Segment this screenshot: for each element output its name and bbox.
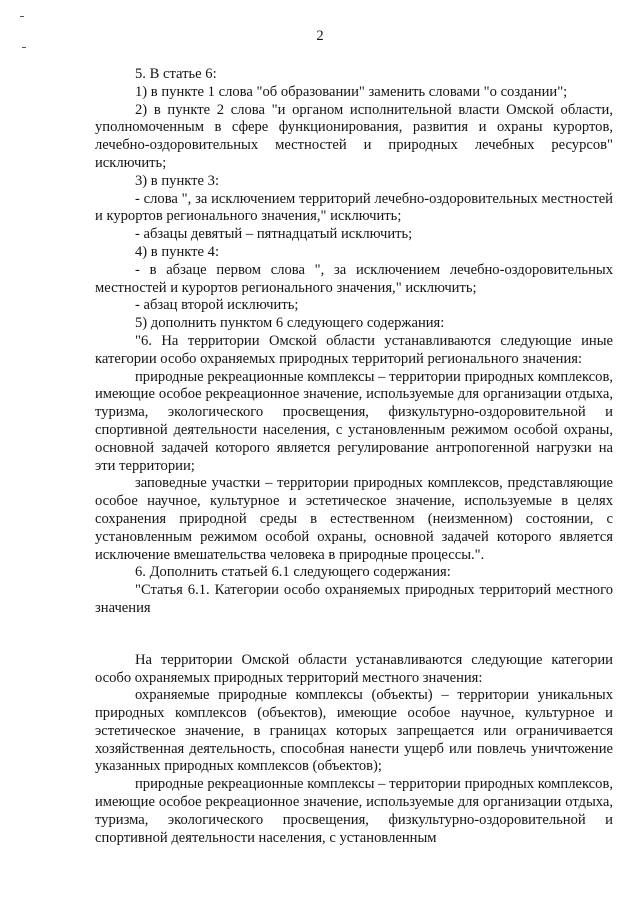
- paragraph-item-5: 5) дополнить пунктом 6 следующего содержания:: [135, 315, 445, 332]
- scan-mark: [22, 47, 26, 48]
- paragraph-item-3: 3) в пункте 3:: [135, 172, 220, 189]
- paragraph-article-6-heading: 5. В статье 6:: [135, 66, 217, 82]
- paragraph-recreational-complexes: природные рекреационные комплексы – территории природных комплексов, имеющие особое рекреационное значение, используемые для организации отдыха, туризма, экологического просвещения, физкультурно-оздоровительной и спортивной деятельности населения, с установленным режимом особой охраны, основной задачей которого является регулирование антропогенной нагрузки на эти территории;: [95, 368, 613, 474]
- paragraph-point-6: "6. На территории Омской области устанавливаются следующие иные категории особо охраняемых природных территорий регионального значения:: [95, 332, 613, 367]
- paragraph-article-6-1-title: "Статья 6.1. Категории особо охраняемых природных территорий местного значения: [95, 582, 613, 616]
- paragraph-protected-complexes: охраняемые природные комплексы (объекты) – территории уникальных природных комплексов (объектов), имеющие особое научное, культурное и эстетическое значение, в границах которых запрещается или ограничивается хозяйственная деятельность, способная нанести ущерб или повлечь уничтожение указанных природных комплексов (объектов);: [95, 687, 613, 775]
- paragraph-item-1: 1) в пункте 1 слова "об образовании" заменить словами "о создании";: [135, 83, 568, 100]
- paragraph-item-4: 4) в пункте 4:: [135, 243, 220, 260]
- paragraph-item-3-paragraphs: - абзацы девятый – пятнадцатый исключить;: [135, 226, 413, 243]
- paragraph-item-4-words: - в абзаце первом слова ", за исключением лечебно-оздоровительных местностей и курортов регионального значения," исключить;: [95, 261, 613, 296]
- paragraph-local-categories: На территории Омской области устанавливаются следующие категории особо охраняемых природных территорий местного значения:: [95, 651, 613, 686]
- page-number: 2: [316, 28, 324, 44]
- scan-mark: [20, 16, 24, 17]
- paragraph-item-4-second: - абзац второй исключить;: [135, 297, 299, 314]
- paragraph-article-6-1-add: 6. Дополнить статьей 6.1 следующего содержания:: [135, 564, 451, 581]
- paragraph-item-2: 2) в пункте 2 слова "и органом исполнительной власти Омской области, уполномоченным в сфере функционирования, развития и охраны курортов, лечебно-оздоровительных местностей и природных лечебных ресурсов" исключить;: [95, 101, 613, 171]
- document-body: [95, 66, 613, 847]
- blank-line: [95, 618, 613, 652]
- paragraph-local-recreational-complexes: природные рекреационные комплексы – территории природных комплексов, имеющие особое рекреационное значение, используемые для организации отдыха, туризма, экологического просвещения, физкультурно-оздоровительной и спортивной деятельности населения, с установленным: [95, 776, 613, 846]
- paragraph-reserved-areas: заповедные участки – территории природных комплексов, представляющие особое научное, культурное и эстетическое значение, используемые в целях сохранения природной среды в естественном (неизменном) состоянии, с установленным режимом особой охраны, основной задачей которого является исключение вмешательства человека в природные процессы.".: [95, 475, 613, 563]
- paragraph-item-3-words: - слова ", за исключением территорий лечебно-оздоровительных местностей и курортов регионального значения," исключить;: [95, 190, 613, 225]
